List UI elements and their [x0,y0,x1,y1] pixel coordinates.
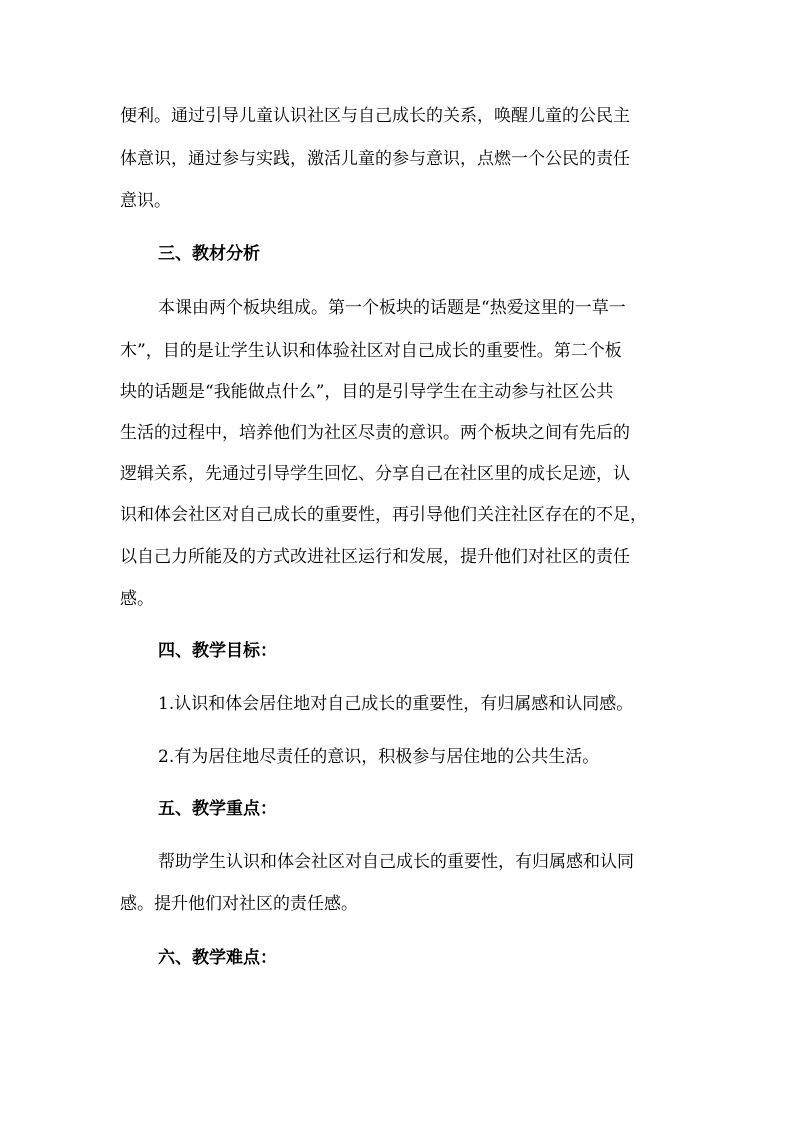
intro-line-3: 意识。 [120,191,171,211]
section-4-heading: 四、教学目标： [158,641,277,661]
section-3-line-6: 识和体会社区对自己成长的重要性，再引导他们关注社区存在的不足， [120,505,647,525]
section-3-line-4: 生活的过程中，培养他们为社区尽责的意识。两个板块之间有先后的 [120,423,630,443]
section-5-heading: 五、教学重点： [158,799,277,819]
section-3-line-3: 块的话题是“我能做点什么”，目的是引导学生在主动参与社区公共 [120,382,614,402]
section-3-line-2: 木”，目的是让学生认识和体验社区对自己成长的重要性。第二个板 [120,341,622,361]
section-5-line-2: 感。提升他们对社区的责任感。 [120,894,358,914]
section-3-heading: 三、教材分析 [158,244,260,264]
intro-line-1: 便利。通过引导儿童认识社区与自己成长的关系，唤醒儿童的公民主 [120,106,630,126]
intro-line-2: 体意识，通过参与实践，激活儿童的参与意识，点燃一个公民的责任 [120,149,630,169]
section-5-line-1: 帮助学生认识和体会社区对自己成长的重要性，有归属感和认同 [158,852,634,872]
section-3-line-1: 本课由两个板块组成。第一个板块的话题是“热爱这里的一草一 [158,298,626,318]
section-3-line-7: 以自己力所能及的方式改进社区运行和发展，提升他们对社区的责任 [120,547,630,567]
objective-item-1: 1.认识和体会居住地对自己成长的重要性，有归属感和认同感。 [158,694,634,714]
section-3-line-5: 逻辑关系，先通过引导学生回忆、分享自己在社区里的成长足迹，认 [120,464,630,484]
objective-item-2: 2.有为居住地尽责任的意识，积极参与居住地的公共生活。 [158,747,600,767]
section-6-heading: 六、教学难点： [158,948,277,968]
section-3-line-8: 感。 [120,589,154,609]
